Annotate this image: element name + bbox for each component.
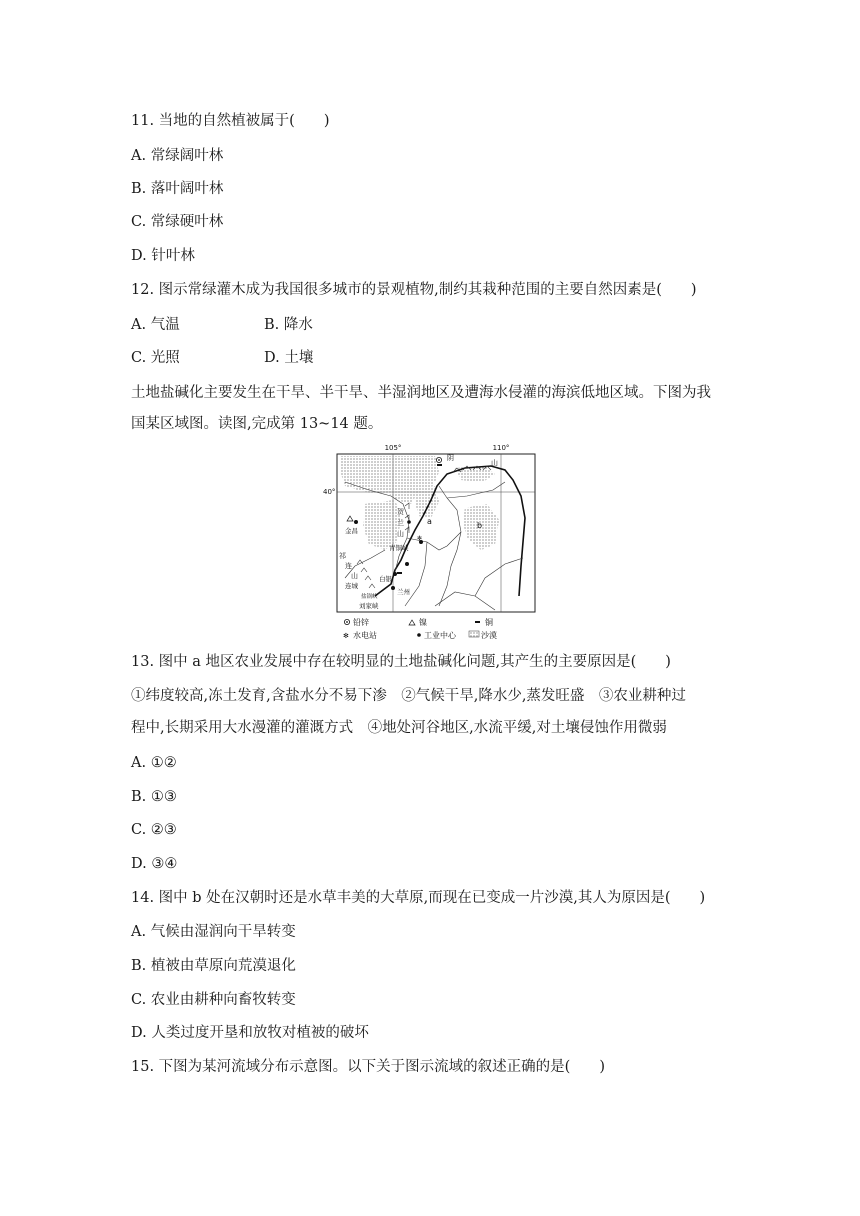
desert-west xyxy=(363,500,401,550)
region-map-svg xyxy=(323,444,537,642)
region-map xyxy=(323,444,537,642)
legend-industry-symbol xyxy=(417,633,421,637)
q13-option-a: A. ①② xyxy=(131,755,177,771)
lon-105-label: 105° xyxy=(384,444,402,452)
copper-symbol-north xyxy=(437,464,442,466)
label-yanguoxia: 盐锅峡 xyxy=(361,594,378,600)
q13-option-d: D. ③④ xyxy=(131,856,178,872)
label-qingtongxia: 青铜峡 xyxy=(389,544,409,552)
label-shan-yin: 山 xyxy=(491,459,498,467)
q12-option-c: C. 光照 xyxy=(131,350,180,366)
qingtongxia-hydro-symbol: ✻ xyxy=(417,535,423,542)
lanzhou-dot xyxy=(391,586,395,590)
legend-leadzinc-label: 铅锌 xyxy=(353,618,369,627)
label-shan-helan: 山 xyxy=(397,530,404,538)
q13-option-b: B. ①③ xyxy=(131,789,177,805)
q11-option-c: C. 常绿硬叶林 xyxy=(131,214,224,230)
q12-option-d: D. 土壤 xyxy=(264,350,314,366)
legend-desert-symbol xyxy=(469,631,479,637)
q13-statements-line-2: 程中,长期采用大水漫灌的灌溉方式 ④地处河谷地区,水流平缓,对土壤侵蚀作用微弱 xyxy=(131,720,667,736)
legend-nickel-symbol xyxy=(409,620,415,625)
legend-industry-label: 工业中心 xyxy=(424,631,456,640)
q14-option-d: D. 人类过度开垦和放牧对植被的破坏 xyxy=(131,1025,369,1041)
legend-nickel-label: 镍 xyxy=(419,618,427,627)
legend-desert-label: 沙漠 xyxy=(481,631,497,640)
q14-option-a: A. 气候由湿润向干旱转变 xyxy=(131,924,296,940)
q14-stem: 14. 图中 b 处在汉朝时还是水草丰美的大草原,而现在已变成一片沙漠,其人为原因是( ) xyxy=(131,890,706,906)
q13-statements-line-1: ①纬度较高,冻土发育,含盐水分不易下渗 ②气候干旱,降水少,蒸发旺盛 ③农业耕种过 xyxy=(131,688,686,704)
legend-hydro-symbol: ✻ xyxy=(343,632,349,640)
label-he: 贺 xyxy=(397,508,404,516)
label-lian: 连 xyxy=(345,562,352,570)
q13-option-c: C. ②③ xyxy=(131,822,177,838)
label-lanzhou: 兰州 xyxy=(397,588,410,596)
passage-line-2: 国某区域图。读图,完成第 13~14 题。 xyxy=(131,416,383,432)
label-jinchang: 金昌 xyxy=(345,527,358,535)
q11-option-b: B. 落叶阔叶林 xyxy=(131,181,224,197)
passage-line-1: 土地盐碱化主要发生在干旱、半干旱、半湿润地区及遭海水侵灌的海滨低地区域。下图为我 xyxy=(131,385,711,401)
q12-stem: 12. 图示常绿灌木成为我国很多城市的景观植物,制约其栽种范围的主要自然因素是( ) xyxy=(131,282,697,298)
q12-option-a: A. 气温 xyxy=(131,317,180,333)
label-lan: 兰 xyxy=(397,519,404,527)
baiyin-dot xyxy=(393,572,397,576)
copper-symbol-baiyin xyxy=(397,572,402,574)
jinchang-dot xyxy=(354,520,358,524)
leadzinc-symbol-north-dot xyxy=(438,459,440,461)
q14-option-b: B. 植被由草原向荒漠退化 xyxy=(131,958,296,974)
label-liujiaxia: 刘家峡 xyxy=(359,602,379,610)
q13-stem: 13. 图中 a 地区农业发展中存在较明显的土地盐碱化问题,其产生的主要原因是( ) xyxy=(131,654,671,670)
label-baiyin: 白银 xyxy=(379,575,392,583)
legend-copper-symbol xyxy=(475,621,480,623)
label-qi: 祁 xyxy=(339,552,346,560)
q12-option-b: B. 降水 xyxy=(264,317,313,333)
label-b: b xyxy=(477,521,483,530)
q12-options-row1 xyxy=(131,315,180,335)
legend-copper-label: 铜 xyxy=(485,618,493,627)
label-liancheng: 连城 xyxy=(345,582,358,590)
lat-40-label: 40° xyxy=(323,488,336,496)
lon-110-label: 110° xyxy=(492,444,510,452)
label-a: a xyxy=(427,517,432,526)
q14-option-c: C. 农业由耕种向畜牧转变 xyxy=(131,992,296,1008)
industry-dot-ningxia xyxy=(405,562,409,566)
legend-hydro-label: 水电站 xyxy=(353,631,377,640)
map-legend xyxy=(343,617,497,640)
legend-leadzinc-symbol-dot xyxy=(346,621,348,623)
label-yin: 阴 xyxy=(447,454,454,462)
q11-option-d: D. 针叶林 xyxy=(131,248,195,264)
q15-stem: 15. 下图为某河流域分布示意图。以下关于图示流域的叙述正确的是( ) xyxy=(131,1059,605,1075)
q11-option-a: A. 常绿阔叶林 xyxy=(131,148,224,164)
q11-stem: 11. 当地的自然植被属于( ) xyxy=(131,113,330,129)
city-dot-helan xyxy=(407,520,411,524)
label-shan-qilian: 山 xyxy=(351,572,358,580)
